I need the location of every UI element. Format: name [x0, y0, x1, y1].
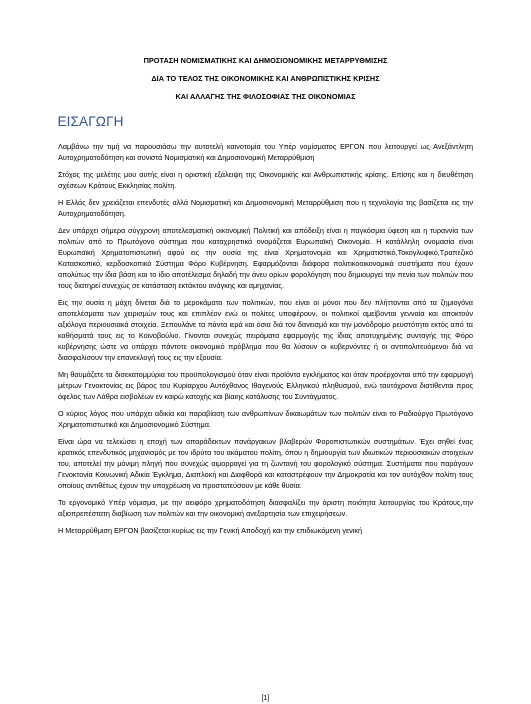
- document-title-line-1: ΠΡΟΤΑΣΗ ΝΟΜΙΣΜΑΤΙΚΗΣ ΚΑΙ ΔΗΜΟΣΙΟΝΟΜΙΚΗΣ ΜΕΤΑΡΡΥΘΜΙΣΗΣ: [143, 56, 388, 65]
- section-heading: ΕΙΣΑΓΩΓΗ: [57, 114, 124, 129]
- paragraph: Η Μεταρρύθμιση ΕΡΓΟΝ βασίζεται κυρίως εις την Γενική Αποδοχή και την επιδιωκόμενη γενική: [58, 526, 363, 535]
- paragraph: Το εργονομικό Υπέρ νόμισμα, με την αειφόρο χρηματοδότηση διασφαλίζει την άριστη ποιότητα λειτουργίας του Κράτους,την αξιοπρεπέστατη διαβίωση των πολιτών και την οικονομική ανεξαρτησία των επιχειρήσεων.: [58, 498, 473, 518]
- paragraph: Ο κύριος λόγος που υπάρχει αδικία και παραβίαση των ανθρωπίνων δικαιωμάτων των πολιτών είναι το Ραδιούργο Πρωτόγονο Χρηματοπιστωτικό και Δημοσιονομικό Σύστημα.: [58, 409, 473, 429]
- paragraph: Εις την ουσία η μάχη δίνεται διά το μεροκάματο των πολιτικών, που είναι οι μόνοι που δεν πλήττονται από τα ζημιογόνα αποτελέσματα των χειρισμών τους και επιπλέον ενώ οι πολίτες υποφέρουν, οι πολιτικοί αμείβονται γενναία και αποκτούν αξιόλογα περιουσιακά στοιχεία. Ξεπουλάνε τα πάντα ιερά και όσια διά τον δανεισμό και την μονόδρομο ρευστότητα εκτός από τα καθήσματά τους εις το Κοινοβούλιο. Γίνονται συνεχώς πειράματα εφαρμογής της ίδιας αποτυχημένης συνταγής της Φόρο κυβέρνησης ώστε να υπάρχει πάντοτε οικονομικό πρόβλημα που θα λύσουν οι κυβερνόντες ή οι αντιπολιτευόμενοι διά να διασφαλίσουν την επανεκλογή τους εις την εξουσία.: [58, 298, 473, 362]
- paragraph: Μη θαυμάζετε τα δισεκατομμύρια του προϋπολογισμού όταν είναι προϊόντα εγκλήματος και όταν προέρχονται από την εφαρμογή μέτρων Γενοκτονίας εις βάρος του Κυρίαρχου Αυτόχθονος Ιθαγενούς Ελληνικού πληθυσμού, ενώ ταυτόχρονα διατίθενται προς όφελος των Λάθρα εισβολέων εν καιρώ κατοχής και βίαιης κατάλυσης του Συντάγματος.: [58, 370, 473, 401]
- document-title-line-2: ΔΙΑ ΤΟ ΤΕΛΟΣ ΤΗΣ ΟΙΚΟΝΟΜΙΚΗΣ ΚΑΙ ΑΝΘΡΩΠΙΣΤΙΚΗΣ ΚΡΙΣΗΣ: [151, 74, 380, 83]
- document-title-line-3: ΚΑΙ ΑΛΛΑΓΗΣ ΤΗΣ ΦΙΛΟΣΟΦΙΑΣ ΤΗΣ ΟΙΚΟΝΟΜΙΑΣ: [175, 92, 356, 101]
- paragraph: Είναι ώρα να τελειώσει η εποχή των απαράδεκτων πανάργακων βλαβερών Φοροπιστωτικών συστημάτων. Έχει σηθεί ένας κρατικός επενδυτικός μηχανισμός με τον ιδρύτα του ακάματου πολίτη, όπου η δημιουργία των ιδιωτικών περιουσιακών στοιχείων του, αποτελεί την μόνιμη πληγή που συνεχώς αιμορραγεί για τη ζωντανή του φορολογικό σύστημα. Συστήματα που παράγουν Γενοκτονία Κοινωνική Αδικία Έγκλημα, Διαπλοκή και Διαφθορά και καταστρέφουν την Δημοκρατία και τον αυτόχθον πολίτη τους οποίους αντιθέτως έχουν την υποχρέωση να προστατεύσουν με κάθε θυσία.: [58, 437, 473, 490]
- paragraph: Η Ελλάς δεν χρειάζεται επενδυτές αλλά Νομισματική και Δημοσιονομική Μεταρρύθμιση που η τεχνολογία της βασίζεται εις την Αυτοχρηματοδότηση.: [58, 198, 473, 218]
- body-text: [58, 141, 473, 536]
- paragraph: Δεν υπάρχει σήμερα σύγχρονη αποτελεσματική οικονομική Πολιτική και απόδειξη είναι η παγκόσμια ύφεση και η τυραννία των πολιτών από το Πρωτόγονο σύστημα που καταχρηστικά ονομάζεται Ευρωπαϊκή Οικονομία. Η κατάλληλη ονομασία είναι Ευρωπαϊκή Χρηματοπιστωτική αφού εις την ουσία της είναι Χρηματονομία και Χρηματιστικό,Τοκογλυφικό,Τραπεζικό Κατασκοπικό, κερδοσκοπικό Σύστημα Φόρο Κυβέρνηση. Εφαρμόζονται διάφορα πολιτικοοικονομικά συστήματα που έχουν απολύτως την ίδια βάση και το ίδιο αποτέλεσμα δηλαδή την άνευ ορίων φορολόγηση που δημιουργεί την πενία των πολιτών που τους διατηρεί συνεχώς σε κατάσταση εκτάκτου ανάγκης και αμηχανίας.: [58, 226, 473, 290]
- paragraph: Λαμβάνω την τιμή να παρουσιάσω την αυτοτελή καινοτομία του Υπέρ νομίσματος ΕΡΓΟΝ που λειτουργεί ως Ανεξάντλητη Αυτοχρηματοδότηση και συνιστά Νομισματική και Δημοσιονομική Μεταρρύθμιση: [58, 142, 473, 162]
- page-number: [1]: [261, 695, 270, 702]
- paragraph: Στόχος της μελέτης μου αυτής είναι η οριστική εξάλειψη της Οικονομικής και Ανθρωπιστικής κρίσης. Επίσης και η διευθέτηση σχέσεων Κράτους Εκκλησίας πολίτη.: [58, 170, 473, 190]
